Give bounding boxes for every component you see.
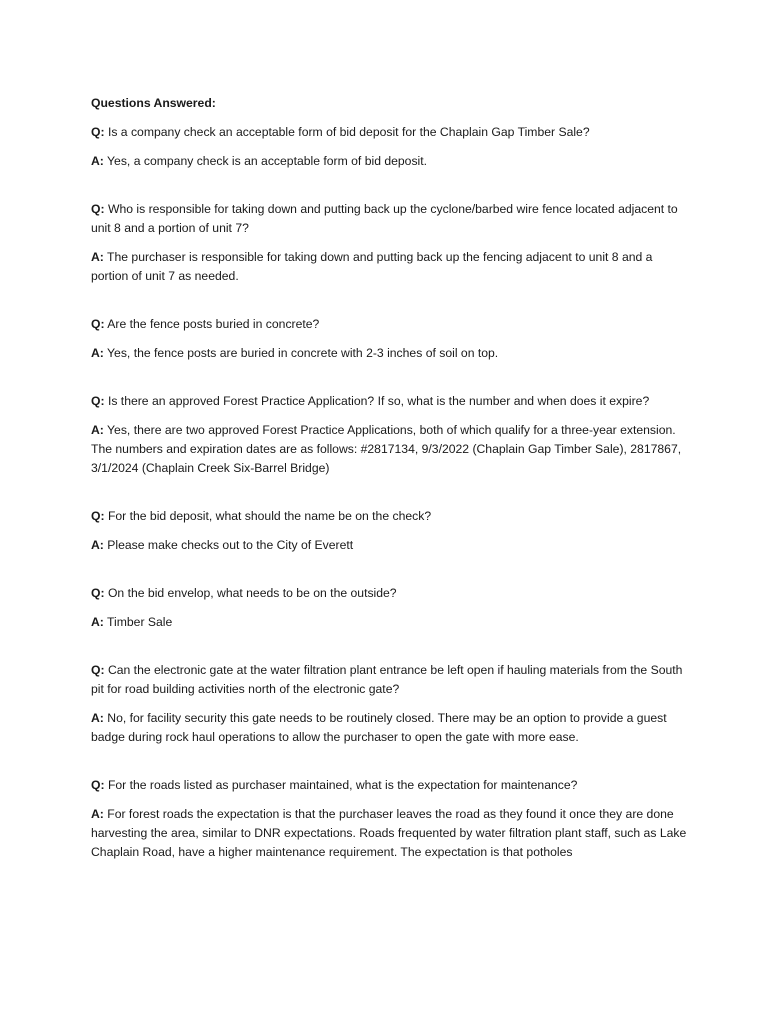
question — [91, 392, 691, 411]
a-label: A: — [91, 615, 104, 629]
q-label: Q: — [91, 509, 105, 523]
answer-text: For forest roads the expectation is that the purchaser leaves the road as they found it once they are done harvesting the area, similar to DNR expectations. Roads frequented by water filtration plant staff, such as Lake Chaplain Road, have a higher maintenance requirement. The expectation is that potholes — [91, 807, 687, 859]
q-label: Q: — [91, 586, 105, 600]
qa-item — [91, 776, 691, 862]
answer-text: Yes, the fence posts are buried in concrete with 2-3 inches of soil on top. — [107, 346, 499, 360]
a-label: A: — [91, 250, 104, 264]
question-text: Is a company check an acceptable form of bid deposit for the Chaplain Gap Timber Sale? — [107, 125, 590, 139]
question-text: Are the fence posts buried in concrete? — [107, 317, 320, 331]
q-label: Q: — [91, 317, 105, 331]
a-label: A: — [91, 807, 104, 821]
q-label: Q: — [91, 125, 105, 139]
a-label: A: — [91, 711, 104, 725]
qa-item — [91, 315, 691, 363]
question-text: Is there an approved Forest Practice Application? If so, what is the number and when does it expire? — [107, 394, 650, 408]
question-text: For the roads listed as purchaser maintained, what is the expectation for maintenance? — [107, 778, 578, 792]
question-text: Can the electronic gate at the water filtration plant entrance be left open if hauling materials from the South pit for road building activities north of the electronic gate? — [91, 663, 683, 696]
question — [91, 776, 691, 795]
question — [91, 315, 691, 334]
question — [91, 661, 691, 699]
qa-item — [91, 392, 691, 478]
question — [91, 507, 691, 526]
question-text: For the bid deposit, what should the name be on the check? — [107, 509, 432, 523]
qa-item — [91, 584, 691, 632]
answer — [91, 613, 691, 632]
answer-text: Yes, there are two approved Forest Practice Applications, both of which qualify for a three-year extension. The numbers and expiration dates are as follows: #2817134, 9/3/2022 (Chaplain Gap Timber Sale), 2817867, 3/1/2024 (Chaplain Creek Six-Barrel Bridge) — [91, 423, 682, 475]
qa-item — [91, 200, 691, 286]
answer-text: Yes, a company check is an acceptable form of bid deposit. — [107, 154, 428, 168]
question-text: Who is responsible for taking down and putting back up the cyclone/barbed wire fence located adjacent to unit 8 and a portion of unit 7? — [91, 202, 678, 235]
question — [91, 123, 691, 142]
a-label: A: — [91, 346, 104, 360]
a-label: A: — [91, 538, 104, 552]
qa-item — [91, 507, 691, 555]
question-text: On the bid envelop, what needs to be on the outside? — [107, 586, 397, 600]
answer — [91, 344, 691, 363]
answer-text: No, for facility security this gate needs to be routinely closed. There may be an option to provide a guest badge during rock haul operations to allow the purchaser to open the gate with more ease. — [91, 711, 667, 744]
answer — [91, 709, 691, 747]
answer-text: Please make checks out to the City of Everett — [107, 538, 354, 552]
q-label: Q: — [91, 394, 105, 408]
question — [91, 200, 691, 238]
answer — [91, 248, 691, 286]
answer — [91, 421, 691, 478]
qa-item — [91, 661, 691, 747]
answer-text: Timber Sale — [107, 615, 173, 629]
a-label: A: — [91, 154, 104, 168]
answer — [91, 152, 691, 171]
answer — [91, 536, 691, 555]
q-label: Q: — [91, 202, 105, 216]
qa-item — [91, 123, 691, 171]
answer — [91, 805, 691, 862]
document-page — [91, 94, 691, 872]
question — [91, 584, 691, 603]
section-heading: Questions Answered: — [91, 96, 216, 110]
q-label: Q: — [91, 663, 105, 677]
a-label: A: — [91, 423, 104, 437]
answer-text: The purchaser is responsible for taking down and putting back up the fencing adjacent to unit 8 and a portion of unit 7 as needed. — [91, 250, 653, 283]
q-label: Q: — [91, 778, 105, 792]
